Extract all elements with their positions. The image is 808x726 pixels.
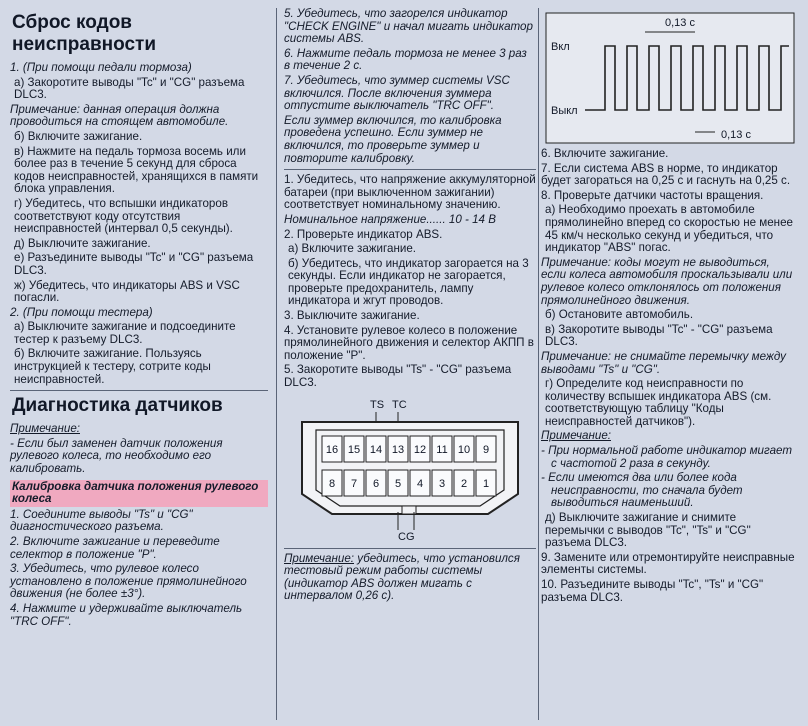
step-line: 6. Нажмите педаль тормоза не менее 3 раз в течение 2 с. <box>284 46 527 73</box>
step-line: Если зуммер включился, то калибровка проведена успешно. Если зуммер не включился, то проверьте зуммер и повторите калибровку. <box>284 113 502 165</box>
note-label: Примечание: <box>10 422 80 436</box>
ts-label: TS <box>370 398 385 411</box>
step-line: 2. (При помощи тестера) <box>10 305 153 319</box>
nominal-voltage-line: Номинальное напряжение...... 10 - 14 В <box>284 212 496 226</box>
step-line: б) Остановите автомобиль. <box>545 308 694 322</box>
connector-pin-number: 13 <box>391 443 405 456</box>
step-line: 6. Включите зажигание. <box>541 147 669 160</box>
step-line: а) Закоротите выводы "Tc" и "CG" разъема DLC3. <box>14 75 245 102</box>
connector-pin-number: 1 <box>482 477 490 490</box>
column-right <box>541 8 798 606</box>
blink-waveform-diagram <box>545 12 795 144</box>
dlc3-connector-diagram <box>288 394 532 544</box>
connector-pin-number: 14 <box>369 443 383 456</box>
column-left <box>10 8 268 630</box>
step-line: г) Убедитесь, что вспышки индикаторов соответствуют коду отсутствия неисправностей (интервал 0,5 секунды). <box>14 196 233 236</box>
connector-pin-number: 12 <box>413 443 427 456</box>
step-line: а) Необходимо проехать в автомобиле прямолинейно вперед со скоростью не менее 45 км/ч несколько секунд и убедиться, что индикатор "ABS" погас. <box>545 203 793 255</box>
step-line: а) Выключите зажигание и подсоедините тестер к разъему DLC3. <box>14 320 236 346</box>
connector-pin-number: 5 <box>394 477 402 490</box>
step-line: 3. Убедитесь, что рулевое колесо установлено в положение прямолинейного движения (не более ±3°). <box>10 562 247 601</box>
step-line: 10. Разъедините выводы "Tc", "Ts" и "CG" разъема DLC3. <box>541 578 764 604</box>
connector-pin-number: 10 <box>457 443 471 456</box>
step-line: д) Выключите зажигание и снимите перемычки с выводов "Tc", "Ts" и "CG" разъема DLC3. <box>545 511 751 550</box>
connector-pin-number: 4 <box>416 477 424 490</box>
connector-pin-number: 8 <box>328 477 336 490</box>
column-divider <box>538 8 539 720</box>
note-line: Примечание: коды могут не выводиться, если колеса автомобиля проскальзывали или рулевое колесо отклонялось от положения прямолинейного движения. <box>541 255 793 307</box>
off-label: Выкл <box>550 105 578 117</box>
step-line: 9. Замените или отремонтируйте неисправные элементы системы. <box>541 550 795 577</box>
step-line: 2. Включите зажигание и переведите селектор в положение "P". <box>10 535 220 561</box>
period-top-label: 0,13 с <box>664 17 695 29</box>
section-divider <box>284 169 536 170</box>
step-line: 5. Закоротите выводы "Ts" - "CG" разъема DLC3. <box>284 363 512 390</box>
connector-pin-number: 6 <box>372 477 380 490</box>
step-line: 4. Установите рулевое колесо в положение прямолинейного движения и селектор АКПП в положение "P". <box>284 323 534 362</box>
note-bullet: - Если имеются два или более кода неисправности, то сначала будет выводиться наименьший. <box>541 471 743 510</box>
note-label: Примечание: <box>284 551 354 565</box>
step-line: в) Закоротите выводы "Tc" - "CG" разъема DLC3. <box>545 322 773 349</box>
section-divider <box>10 390 268 391</box>
period-bottom-label: 0,13 с <box>720 129 751 141</box>
connector-pin-number: 9 <box>482 443 490 456</box>
step-line: б) Включите зажигание. Пользуясь инструкцией к тестеру, сотрите коды неисправностей. <box>14 347 211 386</box>
section-divider <box>284 548 536 549</box>
note-text: - Если был заменен датчик положения рулевого колеса, то необходимо его калибровать. <box>10 436 223 476</box>
note-label: Примечание: <box>541 429 611 443</box>
cg-label: CG <box>398 530 415 543</box>
step-line: 1. Соедините выводы "Ts" и "CG" диагностического разъема. <box>10 507 193 534</box>
step-line: 2. Проверьте индикатор ABS. <box>284 227 443 241</box>
step-line: б) Убедитесь, что индикатор загорается на 3 секунды. Если индикатор не загорается, проверьте предохранитель, лампу индикатора и жгут проводов. <box>288 256 529 308</box>
step-line: е) Разъедините выводы "Tc" и "CG" разъема DLC3. <box>14 251 254 277</box>
step-line: а) Включите зажигание. <box>288 242 417 256</box>
step-line: 1. (При помощи педали тормоза) <box>10 61 192 74</box>
connector-pin-number: 7 <box>350 477 358 490</box>
tc-label: TC <box>392 398 407 411</box>
on-label: Вкл <box>550 41 570 53</box>
connector-pin-number: 16 <box>325 443 339 456</box>
step-line: 5. Убедитесь, что загорелся индикатор "CHECK ENGINE" и начал мигать индикатор системы ABS. <box>284 7 533 46</box>
note-text: убедитесь, что установился тестовый режим работы системы (индикатор ABS должен мигать с интервалом 0,26 с). <box>284 551 520 603</box>
connector-pin-number: 11 <box>436 443 448 456</box>
step-line: 7. Если система ABS в норме, то индикатор будет загораться на 0,25 с и гаснуть на 0,25 с. <box>541 161 791 188</box>
step-line: 4. Нажмите и удерживайте выключатель "TRC OFF". <box>10 601 243 628</box>
column-middle <box>284 8 536 605</box>
step-line: г) Определите код неисправности по количеству вспышек индикатора ABS (см. соответствующую таблицу "Коды неисправностей датчиков"). <box>545 377 772 428</box>
step-line: 8. Проверьте датчики частоты вращения. <box>541 188 764 202</box>
step-line: в) Нажмите на педаль тормоза восемь или более раз в течение 5 секунд для сброса кодов неисправностей, хранящихся в памяти блока управления. <box>14 144 259 196</box>
highlighted-subheading: Калибровка датчика положения рулевого колеса <box>10 480 268 507</box>
connector-pin-number: 3 <box>438 477 446 490</box>
section-title-reset: Сброс кодов неисправности <box>12 12 157 55</box>
column-divider <box>276 8 277 720</box>
step-line: 3. Выключите зажигание. <box>284 309 420 323</box>
note-line: Примечание: не снимайте перемычку между выводами "Ts" и "CG". <box>541 349 786 376</box>
step-line: ж) Убедитесь, что индикаторы ABS и VSC погасли. <box>14 278 240 305</box>
step-line: 1. Убедитесь, что напряжение аккумуляторной батареи (при выключенном зажигании) соответствует номинальному значению. <box>284 173 536 212</box>
step-line: д) Выключите зажигание. <box>14 236 151 250</box>
note-line: Примечание: данная операция должна проводиться на стоящем автомобиле. <box>10 102 229 129</box>
step-line: б) Включите зажигание. <box>14 129 143 143</box>
section-title-diagnostics: Диагностика датчиков <box>12 395 223 417</box>
connector-pin-number: 15 <box>347 443 361 456</box>
step-line: 7. Убедитесь, что зуммер системы VSC включился. После включения зуммера отпустите выключатель "TRC OFF". <box>284 73 510 113</box>
connector-pin-number: 2 <box>460 477 468 490</box>
note-bullet: - При нормальной работе индикатор мигает с частотой 2 раза в секунду. <box>541 444 792 470</box>
